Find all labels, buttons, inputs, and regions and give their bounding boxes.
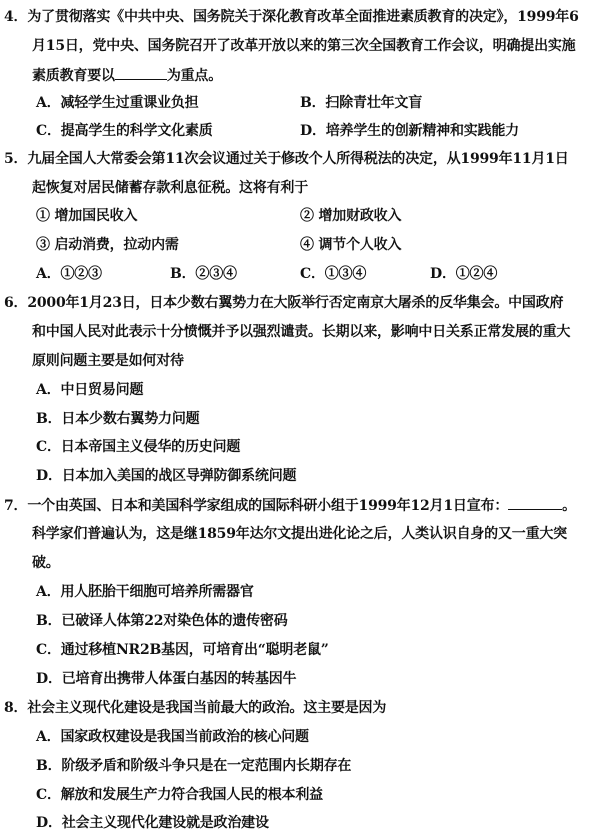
q5-stem-line-2: 起恢复对居民储蓄存款利息征税。这将有利于 (32, 180, 308, 196)
q6-option-c: C．日本帝国主义侵华的历史问题 (36, 439, 241, 455)
q6-option-d: D．日本加入美国的战区导弹防御系统问题 (36, 468, 297, 484)
q5-stem-line-1: 5．九届全国人大常委会第11次会议通过关于修改个人所得税法的决定，从1999年11月1日 (4, 151, 569, 167)
q8-option-b: B．阶级矛盾和阶级斗争只是在一定范围内长期存在 (36, 758, 352, 774)
q4-option-a: A．减轻学生过重课业负担 (36, 95, 199, 111)
q8-option-c: C．解放和发展生产力符合我国人民的根本利益 (36, 787, 323, 803)
q8-stem-line-1: 8．社会主义现代化建设是我国当前最大的政治。这主要是因为 (4, 700, 387, 716)
q7-stem-line-1-prefix: 7．一个由英国、日本和美国科学家组成的国际科研小组于1999年12月1日宣布： (4, 498, 509, 514)
q7-option-c: C．通过移植NR2B基因，可培育出“聪明老鼠” (36, 642, 329, 658)
q8-option-d: D．社会主义现代化建设就是政治建设 (36, 815, 269, 831)
q5-item-3: ③ 启动消费，拉动内需 (36, 237, 179, 253)
answer-blank (115, 66, 167, 80)
q6-stem-line-1: 6．2000年1月23日，日本少数右翼势力在大阪举行否定南京大屠杀的反华集会。中国政府 (4, 295, 564, 311)
q6-stem-line-2: 和中国人民对此表示十分愤慨并予以强烈谴责。长期以来，影响中日关系正常发展的重大 (32, 324, 571, 340)
q7-option-a: A．用人胚胎干细胞可培养所需器官 (36, 584, 254, 600)
q4-stem-line-1: 4．为了贯彻落实《中共中央、国务院关于深化教育改革全面推进素质教育的决定》，1999年6 (4, 9, 579, 25)
q5-option-c: C．①③④ (300, 266, 367, 282)
q6-stem-line-3: 原则问题主要是如何对待 (32, 353, 184, 369)
q6-option-a: A．中日贸易问题 (36, 382, 144, 398)
q8-option-a: A．国家政权建设是我国当前政治的核心问题 (36, 729, 309, 745)
q7-stem-line-1 (4, 496, 594, 515)
q4-stem-line-3 (32, 66, 594, 85)
q5-item-2: ② 增加财政收入 (300, 208, 402, 224)
q4-stem-line-2: 月15日，党中央、国务院召开了改革开放以来的第三次全国教育工作会议，明确提出实施 (32, 38, 576, 54)
q5-option-a: A．①②③ (36, 266, 102, 282)
q4-stem-line-3-prefix: 素质教育要以 (32, 68, 115, 84)
q5-option-d: D．①②④ (430, 266, 498, 282)
q7-stem-line-1-suffix: 。 (562, 498, 576, 514)
answer-blank (508, 496, 562, 510)
q4-option-d: D．培养学生的创新精神和实践能力 (300, 123, 519, 139)
q4-option-b: B．扫除青壮年文盲 (300, 95, 423, 111)
q7-stem-line-3: 破。 (32, 555, 60, 571)
q5-item-4: ④ 调节个人收入 (300, 237, 402, 253)
q4-stem-line-3-suffix: 为重点。 (166, 68, 223, 84)
q4-option-c: C．提高学生的科学文化素质 (36, 123, 213, 139)
q7-option-d: D．已培育出携带人体蛋白基因的转基因牛 (36, 671, 297, 687)
q5-item-1: ① 增加国民收入 (36, 208, 138, 224)
q7-option-b: B．已破译人体第22对染色体的遗传密码 (36, 613, 288, 629)
q7-stem-line-2: 科学家们普遍认为，这是继1859年达尔文提出进化论之后，人类认识自身的又一重大突 (32, 526, 567, 542)
q5-option-b: B．②③④ (170, 266, 237, 282)
q6-option-b: B．日本少数右翼势力问题 (36, 411, 200, 427)
